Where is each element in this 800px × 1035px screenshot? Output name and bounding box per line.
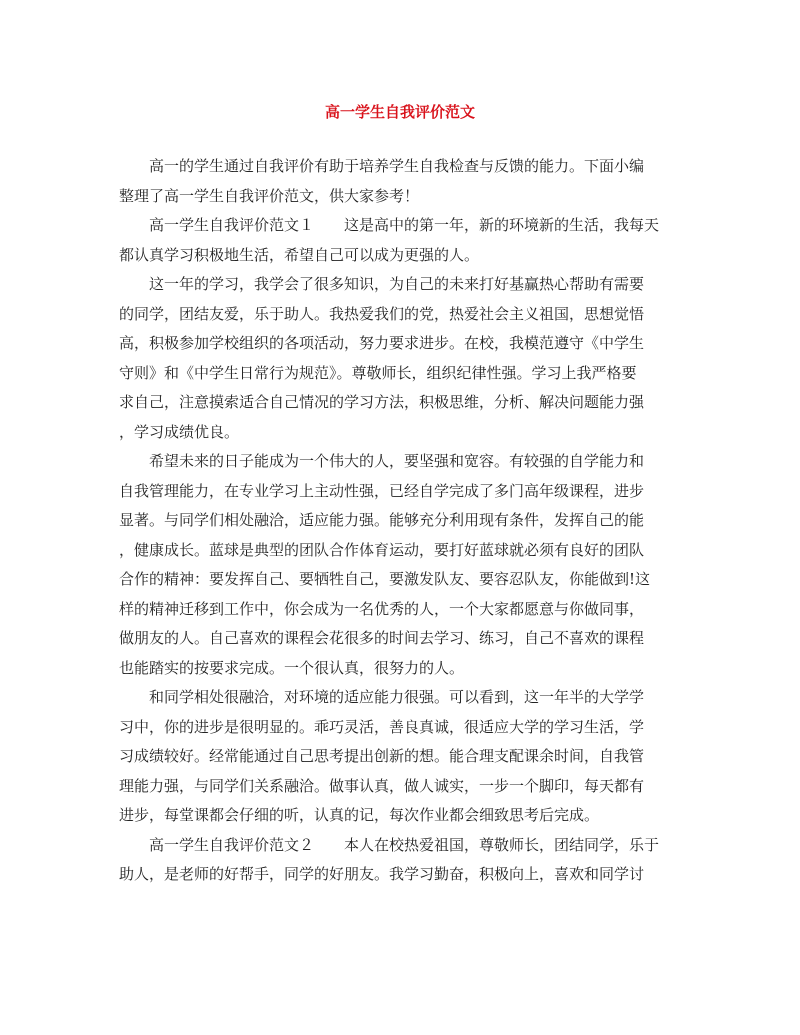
document-title: 高一学生自我评价范文 bbox=[324, 103, 475, 121]
text-line: 这一年的学习，我学会了很多知识，为自己的未来打好基赢热心帮助有需要 bbox=[149, 275, 645, 293]
text-line: 整理了高一学生自我评价范文，供大家参考！ bbox=[119, 186, 420, 205]
text-line: 守则》和《中学生日常行为规范》。尊敬师长，组织纪律性强。学习上我严格要 bbox=[119, 363, 637, 382]
text-line: 合作的精神：要发挥自己、要牺牲自己，要激发队友、要容忍队友，你能做到!这 bbox=[119, 570, 651, 588]
text-line: 也能踏实的按要求完成。一个很认真，很努力的人。 bbox=[119, 658, 465, 677]
text-line: 高，积极参加学校组织的各项活动，努力要求进步。在校，我模范遵守《中学生 bbox=[119, 334, 645, 352]
text-line: 理能力强，与同学们关系融洽。做事认真，做人诚实，一步一个脚印，每天都有 bbox=[119, 776, 645, 795]
text-line: 高一学生自我评价范文２ 本人在校热爱祖国，尊敬师长，团结同学，乐于 bbox=[149, 835, 660, 854]
text-line: 高一的学生通过自我评价有助于培养学生自我检查与反馈的能力。下面小编 bbox=[149, 157, 645, 175]
text-line: 样的精神迁移到工作中，你会成为一名优秀的人，一个大家都愿意与你做同事， bbox=[119, 599, 645, 618]
text-line: 进步，每堂课都会仔细的听，认真的记，每次作业都会细致思考后完成。 bbox=[119, 806, 600, 824]
text-line: ，学习成绩优良。 bbox=[119, 422, 240, 441]
text-line: 显著。与同学们相处融洽，适应能力强。能够充分利用现有条件，发挥自己的能 bbox=[119, 511, 645, 529]
text-line: 都认真学习积极地生活，希望自己可以成为更强的人。 bbox=[119, 245, 480, 264]
text-line: 助人，是老师的好帮手，同学的好朋友。我学习勤奋，积极向上，喜欢和同学讨 bbox=[119, 865, 645, 883]
text-line: 做朋友的人。自己喜欢的课程会花很多的时间去学习、练习，自己不喜欢的课程 bbox=[119, 629, 645, 647]
text-line: ，健康成长。蓝球是典型的团队合作体育运动，要打好蓝球就必须有良好的团队 bbox=[119, 540, 645, 559]
document-body bbox=[119, 152, 681, 890]
text-line: 习成绩较好。经常能通过自己思考提出创新的想。能合理支配课余时间，自我管 bbox=[119, 747, 645, 765]
text-line: 希望未来的日子能成为一个伟大的人，要坚强和宽容。有较强的自学能力和 bbox=[149, 452, 645, 470]
text-line: 求自己，注意摸索适合自己情况的学习方法，积极思维，分析、解决问题能力强 bbox=[119, 393, 645, 411]
text-line: 高一学生自我评价范文１ 这是高中的第一年，新的环境新的生活，我每天 bbox=[149, 216, 660, 234]
text-line: 自我管理能力，在专业学习上主动性强，已经自学完成了多门高年级课程，进步 bbox=[119, 481, 645, 500]
text-line: 和同学相处很融洽，对环境的适应能力很强。可以看到，这一年半的大学学 bbox=[149, 688, 645, 706]
text-line: 的同学，团结友爱，乐于助人。我热爱我们的党，热爱社会主义祖国，思想觉悟 bbox=[119, 304, 645, 323]
text-line: 习中，你的进步是很明显的。乖巧灵活，善良真诚，很适应大学的学习生活，学 bbox=[119, 717, 645, 736]
